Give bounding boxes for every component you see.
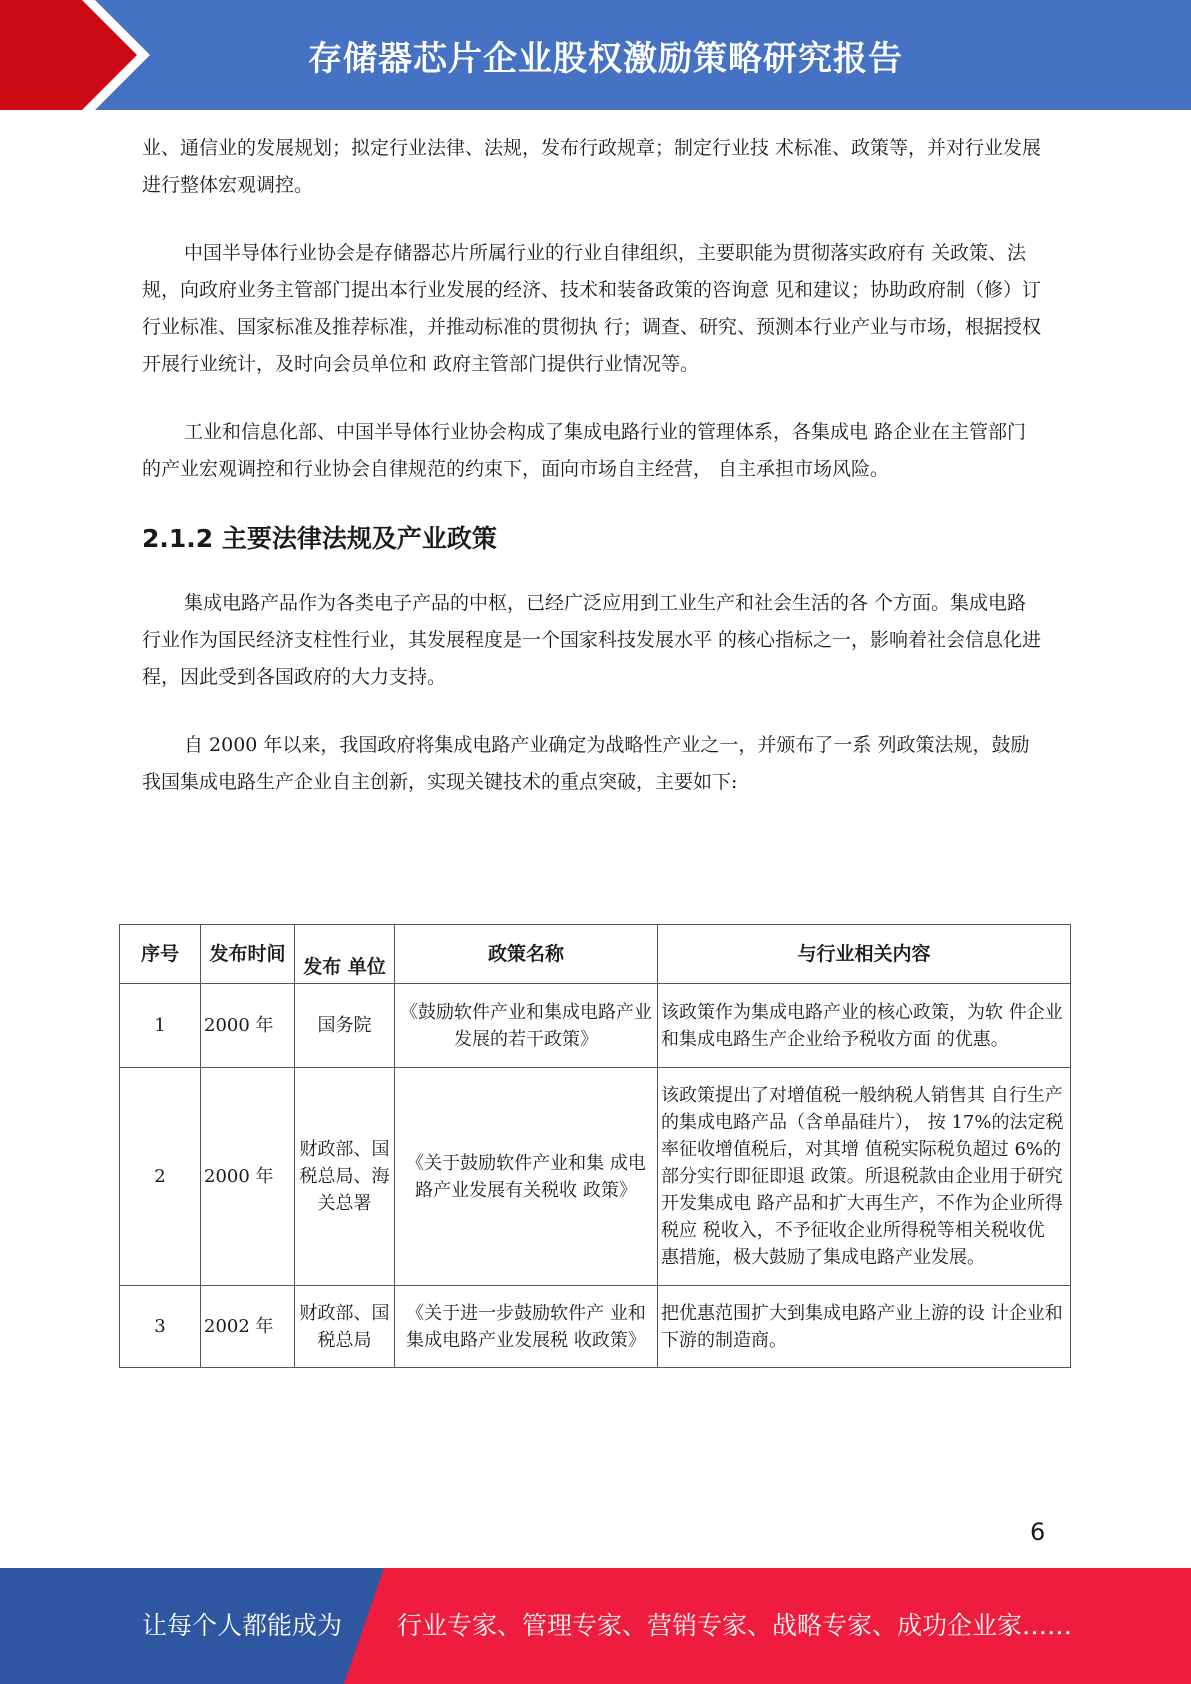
report-title: 存储器芯片企业股权激励策略研究报告 xyxy=(308,38,903,79)
cell-index: 1 xyxy=(120,984,201,1068)
table-row xyxy=(120,1286,1071,1368)
cell-name: 《关于鼓励软件产业和集 成电路产业发展有关税收 政策》 xyxy=(395,1068,658,1286)
policy-table xyxy=(119,924,1071,1368)
header-content: 与行业相关内容 xyxy=(658,925,1071,984)
cell-name: 《关于进一步鼓励软件产 业和集成电路产业发展税 收政策》 xyxy=(395,1286,658,1368)
header-date: 发布时间 xyxy=(201,925,295,984)
paragraph-1: 业、通信业的发展规划；拟定行业法律、法规，发布行政规章；制定行业技 术标准、政策等，并对行业发展进行整体宏观调控。 xyxy=(142,137,1042,196)
cell-index: 2 xyxy=(120,1068,201,1286)
body-text xyxy=(142,130,1042,832)
page-number: 6 xyxy=(1030,1518,1046,1546)
cell-unit: 财政部、国税总局、海关总署 xyxy=(295,1068,395,1286)
section-paragraph-2: 自 2000 年以来，我国政府将集成电路产业确定为战略性产业之一，并颁布了一系 列政策法规，鼓励我国集成电路生产企业自主创新，实现关键技术的重点突破，主要如下: xyxy=(142,734,1030,793)
page-footer xyxy=(0,1568,1191,1684)
section-heading: 2.1.2 主要法律法规及产业政策 xyxy=(142,524,497,553)
table-header-row xyxy=(120,925,1071,984)
header-name: 政策名称 xyxy=(395,925,658,984)
cell-date: 2002 年 xyxy=(201,1286,295,1368)
paragraph-3: 工业和信息化部、中国半导体行业协会构成了集成电路行业的管理体系，各集成电 路企业在主管部门的产业宏观调控和行业协会自律规范的约束下，面向市场自主经营， 自主承担市场风险。 xyxy=(142,421,1027,480)
cell-date: 2000 年 xyxy=(201,1068,295,1286)
header-unit: 发布 单位 xyxy=(295,925,395,984)
cell-date: 2000 年 xyxy=(201,984,295,1068)
page-header-banner xyxy=(0,0,1191,110)
cell-content: 该政策提出了对增值税一般纳税人销售其 自行生产的集成电路产品（含单晶硅片）， 按 17%的法定税率征收增值税后，对其增 值税实际税负超过 6%的部分实行即征即退 政策。所退税款由企业用于研究开发集成电 路产品和扩大再生产，不作为企业所得税应 税收入，不予征收企业所得税等相关税收优 惠措施，极大鼓励了集成电路产业发展。 xyxy=(658,1068,1071,1286)
table-row xyxy=(120,1068,1071,1286)
paragraph-2: 中国半导体行业协会是存储器芯片所属行业的行业自律组织，主要职能为贯彻落实政府有 关政策、法规，向政府业务主管部门提出本行业发展的经济、技术和装备政策的咨询意 见和建议；协助政府制（修）订行业标准、国家标准及推荐标准，并推动标准的贯彻执 行；调查、研究、预测本行业产业与市场，根据授权开展行业统计，及时向会员单位和 政府主管部门提供行业情况等。 xyxy=(142,242,1042,375)
cell-unit: 财政部、国税总局 xyxy=(295,1286,395,1368)
cell-index: 3 xyxy=(120,1286,201,1368)
cell-unit: 国务院 xyxy=(295,984,395,1068)
section-paragraph-1: 集成电路产品作为各类电子产品的中枢，已经广泛应用到工业生产和社会生活的各 个方面。集成电路行业作为国民经济支柱性行业，其发展程度是一个国家科技发展水平 的核心指标之一，影响着社会信息化进程，因此受到各国政府的大力支持。 xyxy=(142,592,1042,688)
header-index: 序号 xyxy=(120,925,201,984)
cell-name: 《鼓励软件产业和集成电路产业发展的若干政策》 xyxy=(395,984,658,1068)
cell-content: 该政策作为集成电路产业的核心政策，为软 件企业和集成电路生产企业给予税收方面 的优惠。 xyxy=(658,984,1071,1068)
cell-content: 把优惠范围扩大到集成电路产业上游的设 计企业和下游的制造商。 xyxy=(658,1286,1071,1368)
footer-slogan: 让每个人都能成为 xyxy=(142,1611,343,1640)
footer-tagline: 行业专家、管理专家、营销专家、战略专家、成功企业家…… xyxy=(397,1611,1073,1640)
table-row xyxy=(120,984,1071,1068)
